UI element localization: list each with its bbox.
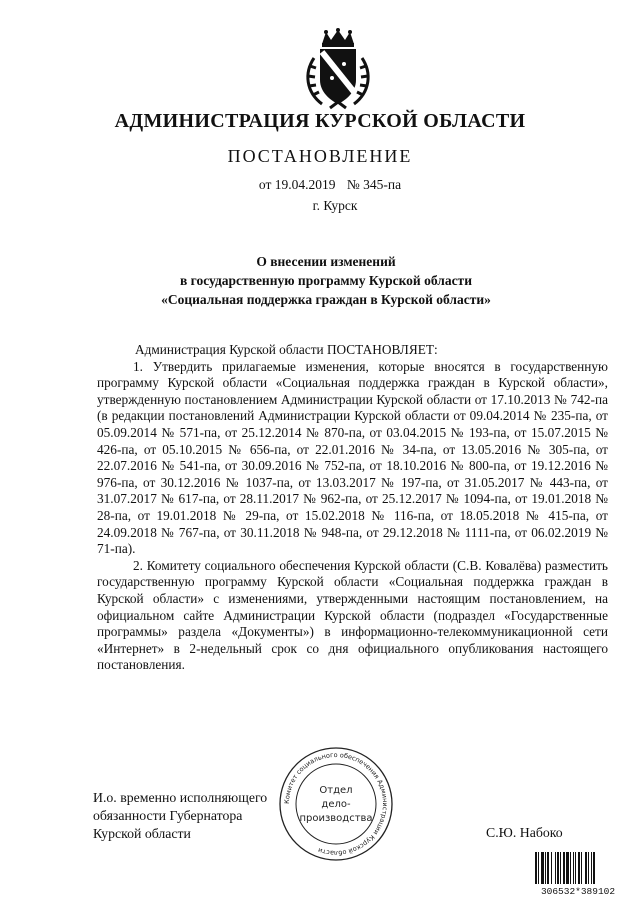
stamp-line-2: дело-: [321, 799, 351, 810]
stamp-line-3: производства: [299, 813, 373, 824]
stamp-seal: [276, 744, 396, 864]
barcode-bar: [551, 852, 552, 884]
barcode-bar: [563, 852, 565, 884]
barcode-bar: [591, 852, 592, 884]
signer-title: [93, 789, 267, 843]
stamp-ring-text: Комитет социального обеспечения Администрации Курской области: [282, 750, 390, 858]
body-item-1: 1. Утвердить прилагаемые изменения, которые вносятся в государственную программу Курской области «Социальная поддержка граждан в Курской области», утвержденную постановлением Администрации Курской области от 17.10.2013 № 742-па (в редакции постановлений Администрации Курской области от 09.04.2014 № 235-па, от 05.09.2014 № 571-па, от 25.12.2014 № 870-па, от 03.04.2015 № 193-па, от 15.07.2015 № 426-па, от 05.10.2015 № 656-па, от 22.01.2016 № 34-па, от 13.05.2016 № 305-па, от 22.07.2016 № 541-па, от 30.09.2016 № 752-па, от 18.10.2016 № 800-па, от 19.12.2016 № 976-па, от 30.12.2016 № 1037-па, от 13.03.2017 № 197-па, от 31.05.2017 № 443-па, от 31.07.2017 № 617-па, от 28.11.2017 № 962-па, от 25.12.2017 № 1094-па, от 19.01.2018 № 28-па, от 19.01.2018 № 29-па, от 15.02.2018 № 116-па, от 18.05.2018 № 415-па, от 24.09.2018 № 767-па, от 30.11.2018 № 948-па, от 29.12.2018 № 1111-па, от 06.02.2019 № 71-па).: [97, 358, 608, 557]
signer-name: С.Ю. Набоко: [486, 825, 563, 840]
title-line-3: «Социальная поддержка граждан в Курской области»: [161, 292, 491, 307]
barcode-bar: [570, 852, 571, 884]
barcode-bar: [585, 852, 587, 884]
date-number-line: [0, 177, 640, 193]
title-line-1: О внесении изменений: [256, 254, 396, 269]
document-number: № 345-па: [346, 177, 402, 192]
barcode-number: 306532*389102: [540, 886, 616, 896]
barcode-bar: [566, 852, 569, 884]
signer-line-1: И.о. временно исполняющего: [93, 790, 268, 805]
body-item-2: 2. Комитету социального обеспечения Курской области (С.В. Ковалёва) разместить государственную программу Курской области «Социальная поддержка граждан в Курской области» с изменениями, утвержденными настоящим постановлением, на официальном сайте Администрации Курской области (подраздел «Государственные программы» раздела «Документы») в информационно-телекоммуникационной сети «Интернет» в 2-недельный срок со дня официального опубликования настоящего постановления.: [97, 557, 608, 673]
document-type: ПОСТАНОВЛЕНИЕ: [227, 146, 413, 166]
barcode-bar: [560, 852, 561, 884]
barcode-bars: [535, 852, 595, 884]
document-body: [97, 342, 608, 674]
barcode-bar: [578, 852, 580, 884]
barcode-bar: [538, 852, 539, 884]
signer-line-2: обязанности Губернатора: [93, 808, 243, 823]
barcode: [533, 852, 623, 896]
barcode-bar: [557, 852, 559, 884]
barcode-bar: [547, 852, 549, 884]
city-line: г. Курск: [312, 198, 358, 213]
barcode-bar: [581, 852, 582, 884]
title-line-2: в государственную программу Курской области: [180, 273, 472, 288]
barcode-bar: [555, 852, 556, 884]
barcode-bar: [545, 852, 546, 884]
barcode-bar: [573, 852, 574, 884]
stamp-line-1: Отдел: [319, 785, 353, 796]
barcode-bar: [593, 852, 595, 884]
barcode-bar: [541, 852, 544, 884]
barcode-bar: [588, 852, 589, 884]
signer-line-3: Курской области: [93, 826, 191, 841]
organization-heading: АДМИНИСТРАЦИЯ КУРСКОЙ ОБЛАСТИ: [114, 110, 526, 132]
barcode-bar: [575, 852, 576, 884]
document-title: [0, 252, 640, 309]
crest-icon: [300, 28, 376, 110]
barcode-bar: [535, 852, 537, 884]
body-intro: Администрация Курской области ПОСТАНОВЛЯЕТ:: [135, 342, 438, 357]
document-date: от 19.04.2019: [258, 177, 336, 192]
